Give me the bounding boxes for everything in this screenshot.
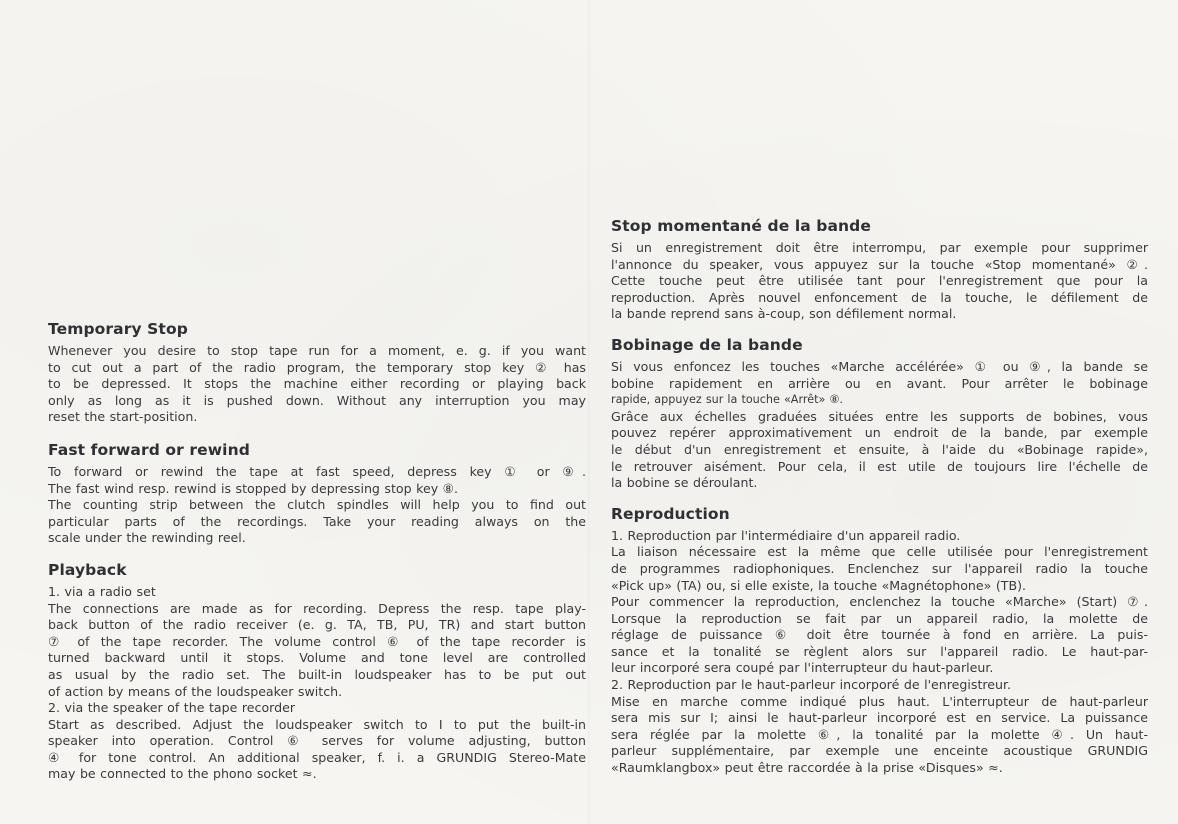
paragraph-line: Si un enregistrement doit être interrompu, par exemple pour supprimer — [611, 240, 1148, 255]
paragraph-line: only as long as it is pushed down. Without any interruption you may — [48, 392, 586, 408]
paragraph-line: ④ for tone control. An additional speaker, f. i. a GRUNDIG Stereo-Mate — [48, 749, 586, 765]
heading-playback: Playback — [48, 560, 127, 579]
paragraph-line: particular parts of the recordings. Take your reading always on the — [48, 513, 586, 529]
paragraph-line: To forward or rewind the tape at fast speed, depress key ① or ⑨. — [48, 463, 586, 479]
paragraph-line: le début d'un enregistrement et ensuite, à l'aide du «Bobinage rapide», — [611, 441, 1148, 457]
paragraph-line: la bobine se déroulant. — [611, 475, 758, 491]
english-column — [48, 318, 586, 783]
paragraph-line: rapide, appuyez sur la touche «Arrêt» ⑧. — [611, 393, 843, 407]
french-column — [611, 215, 1148, 777]
paragraph-line: scale under the rewinding reel. — [48, 530, 246, 546]
paragraph-line: Cette touche peut être utilisée tant pour l'enregistrement que pour la — [611, 273, 1148, 289]
heading-reproduction: Reproduction — [611, 504, 730, 523]
paragraph-line: sance et la tonalité se règlent alors sur l'appareil radio. Le haut-par- — [611, 643, 1148, 659]
paragraph-line: Grâce aux échelles graduées situées entre les supports de bobines, vous — [611, 408, 1148, 424]
heading-bobinage: Bobinage de la bande — [611, 335, 803, 354]
paragraph-line: réglage de puissance ⑥ doit être tournée à fond en arrière. La puis- — [611, 627, 1148, 643]
paragraph-line: as usual by the radio set. The built-in loudspeaker has to be put out — [48, 666, 586, 682]
section-fast-forward — [48, 439, 586, 547]
paragraph-line: reproduction. Après nouvel enfoncement de la touche, le défilement de — [611, 289, 1148, 305]
paragraph-line: 1. via a radio set — [48, 583, 156, 599]
section-playback — [48, 559, 586, 783]
section-temporary-stop — [48, 318, 586, 426]
paragraph-line: The counting strip between the clutch spindles will help you to find out — [48, 497, 586, 513]
paragraph-line: 2. Reproduction par le haut-parleur incorporé de l'enregistreur. — [611, 677, 1012, 693]
paragraph-line: parleur supplémentaire, par exemple une enceinte acoustique GRUNDIG — [611, 743, 1148, 759]
paragraph-line: ⑦ of the tape recorder. The volume control ⑥ of the tape recorder is — [48, 633, 586, 649]
paragraph-line: bobine rapidement en arrière ou en avant. Pour arrêter le bobinage — [611, 375, 1148, 391]
section-stop-momentane — [611, 215, 1148, 323]
paragraph-line: le retrouver aisément. Pour cela, il est utile de toujours lire l'échelle de — [611, 458, 1148, 474]
heading-stop-momentane: Stop momentané de la bande — [611, 217, 871, 235]
paragraph-line: to cut out a part of the radio program, the temporary stop key ② has — [48, 359, 586, 375]
paragraph-line: Mise en marche comme indiqué plus haut. L'interrupteur de haut-parleur — [611, 693, 1148, 709]
heading-temporary-stop: Temporary Stop — [48, 320, 188, 338]
paragraph-line: Whenever you desire to stop tape run for a moment, e. g. if you want — [48, 343, 586, 358]
paragraph-line: speaker into operation. Control ⑥ serves for volume adjusting, button — [48, 733, 586, 749]
paragraph-line: Start as described. Adjust the loudspeaker switch to I to put the built-in — [48, 716, 586, 732]
paragraph-line: Si vous enfoncez les touches «Marche accélérée» ① ou ⑨, la bande se — [611, 358, 1148, 374]
page-spine — [588, 0, 590, 824]
paragraph-line: Lorsque la reproduction se fait par un appareil radio, la molette de — [611, 610, 1148, 626]
paragraph-line: La liaison nécessaire est la même que celle utilisée pour l'enregistrement — [611, 544, 1148, 560]
paragraph-line: The fast wind resp. rewind is stopped by depressing stop key ⑧. — [48, 480, 458, 496]
paragraph-line: may be connected to the phono socket ≈. — [48, 766, 317, 782]
paragraph-line: la bande reprend sans à-coup, son défilement normal. — [611, 306, 957, 322]
paragraph-line: to be depressed. It stops the machine either recording or playing back — [48, 376, 586, 392]
paragraph-line: back button of the radio receiver (e. g. TA, TB, PU, TR) and start button — [48, 617, 586, 633]
paragraph-line: pouvez repérer approximativement un endroit de la bande, par exemple — [611, 425, 1148, 441]
paragraph-line: de programmes radiophoniques. Enclenchez sur l'appareil radio la touche — [611, 560, 1148, 576]
paragraph-line: 2. via the speaker of the tape recorder — [48, 700, 296, 716]
paragraph-line: Pour commencer la reproduction, enclenchez la touche «Marche» (Start) ⑦. — [611, 594, 1148, 610]
paragraph-line: The connections are made as for recording. Depress the resp. tape play- — [48, 600, 586, 616]
paragraph-line: of action by means of the loudspeaker switch. — [48, 683, 343, 699]
paragraph-line: turned backward until it stops. Volume and tone level are controlled — [48, 650, 586, 666]
paragraph-line: sera mis sur I; ainsi le haut-parleur incorporé est en service. La puissance — [611, 710, 1148, 726]
paragraph-line: l'annonce du speaker, vous appuyez sur la touche «Stop momentané» ②. — [611, 256, 1148, 272]
paragraph-line: leur incorporé sera coupé par l'interrupteur du haut-parleur. — [611, 660, 994, 676]
paragraph-line: sera réglée par la molette ⑥, la tonalité par la molette ④. Un haut- — [611, 726, 1148, 742]
heading-fast-forward: Fast forward or rewind — [48, 440, 250, 459]
paragraph-line: 1. Reproduction par l'intermédiaire d'un appareil radio. — [611, 527, 961, 543]
section-reproduction — [611, 503, 1148, 777]
paragraph-line: reset the start-position. — [48, 409, 198, 425]
paragraph-line: «Raumklangbox» peut être raccordée à la prise «Disques» ≈. — [611, 760, 1003, 776]
section-bobinage — [611, 334, 1148, 492]
paragraph-line: «Pick up» (TA) ou, si elle existe, la touche «Magnétophone» (TB). — [611, 577, 1027, 593]
